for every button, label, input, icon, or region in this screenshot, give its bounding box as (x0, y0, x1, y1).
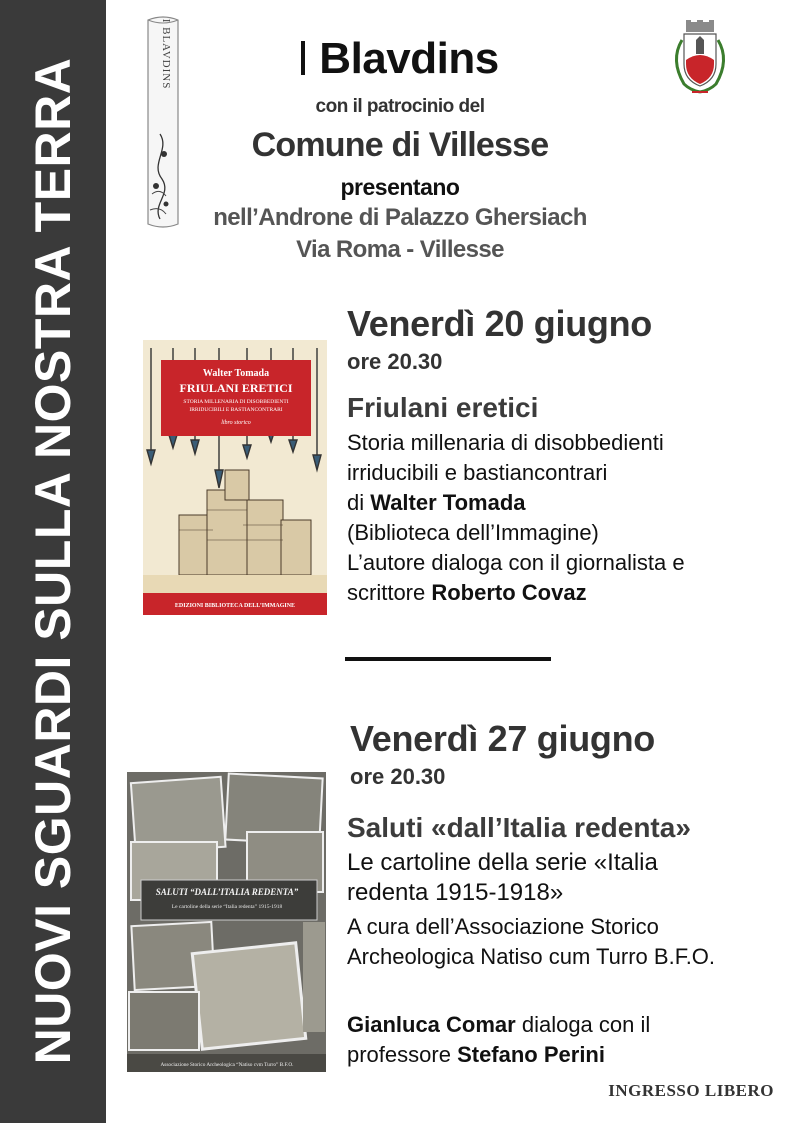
event2-title: Saluti «dall’Italia redenta» (347, 812, 691, 843)
event1-line2: irriducibili e bastiancontrari (347, 460, 608, 485)
cover1-genre: libro storico (221, 420, 251, 426)
address-text: Via Roma - Villesse (296, 236, 504, 263)
event2-sub1: Le cartoline della serie «Italia (347, 849, 658, 876)
event1-author: Walter Tomada (370, 490, 526, 515)
free-entry-text: INGRESSO LIBERO (608, 1081, 774, 1100)
event2-subtitle (347, 848, 658, 908)
scroll-logo-text: I BLAVDINS (160, 18, 172, 90)
event1-description (347, 428, 685, 608)
event1-writer-prefix: scrittore (347, 580, 432, 605)
cover1-publisher: EDIZIONI BIBLIOTECA DELL’IMMAGINE (174, 603, 296, 609)
cover1-author: Walter Tomada (202, 368, 270, 379)
venue-text: nell’Androne di Palazzo Ghersiach (213, 204, 587, 231)
event1-time: ore 20.30 (347, 349, 443, 374)
cover2-title: SALUTI “DALL’ITALIA REDENTA” (155, 887, 299, 897)
event1-journalist: Roberto Covaz (431, 580, 587, 605)
event1-by-prefix: di (347, 490, 371, 515)
event1-date: Venerdì 20 giugno (347, 303, 652, 344)
event2-curated1: A cura dell’Associazione Storico (347, 914, 659, 939)
event1-publisher: (Biblioteca dell’Immagine) (347, 520, 599, 545)
event2-professor-line (347, 1040, 650, 1070)
patronage-text: con il patrocinio del (315, 96, 485, 117)
event2-date: Venerdì 27 giugno (350, 718, 655, 759)
event1-author-line (347, 488, 685, 518)
cover2-assoc: Associazione Storico Archeologica “Natiso cvm Turro” B.F.O. (160, 1062, 294, 1068)
cover1-subtitle2: IRRIDUCIBILI E BASTIANCONTRARI (189, 407, 283, 413)
cover1-subtitle1: STORIA MILLENARIA DI DISOBBEDIENTI (183, 399, 289, 405)
event2-speaker: Gianluca Comar (347, 1012, 516, 1037)
event1-title: Friulani eretici (347, 392, 539, 423)
event2-time: ore 20.30 (350, 764, 446, 789)
organizer-title (110, 34, 690, 84)
event1-line1: Storia millenaria di disobbedienti (347, 430, 664, 455)
event2-speakers (347, 1010, 650, 1070)
event2-professor: Stefano Perini (457, 1042, 605, 1067)
event2-sub2: redenta 1915-1918» (347, 879, 564, 906)
book-cover-saluti-italia-redenta (127, 772, 326, 1072)
side-banner-text: NUOVI SGUARDI SULLA NOSTRA TERRA (25, 57, 81, 1065)
title-bar (301, 41, 305, 75)
side-banner (0, 0, 106, 1123)
cover2-subtitle: Le cartoline della serie “Italia redenta” 1915-1918 (171, 904, 283, 910)
comune-name: Comune di Villesse (251, 126, 549, 164)
event2-dialog: dialoga con il (515, 1012, 651, 1037)
section-divider (345, 657, 551, 661)
event1-dialog-line: L’autore dialoga con il giornalista e (347, 550, 685, 575)
present-text: presentano (340, 174, 460, 200)
cover1-title: FRIULANI ERETICI (179, 381, 293, 395)
event2-speaker-line (347, 1010, 650, 1040)
event1-journalist-line (347, 578, 685, 608)
book-cover-friulani-eretici (143, 340, 327, 615)
event2-curator (347, 912, 715, 972)
event2-prof-prefix: professore (347, 1042, 458, 1067)
organizer-title-text: Blavdins (319, 34, 499, 83)
event2-curated2: Archeologica Natiso cum Turro B.F.O. (347, 944, 716, 969)
